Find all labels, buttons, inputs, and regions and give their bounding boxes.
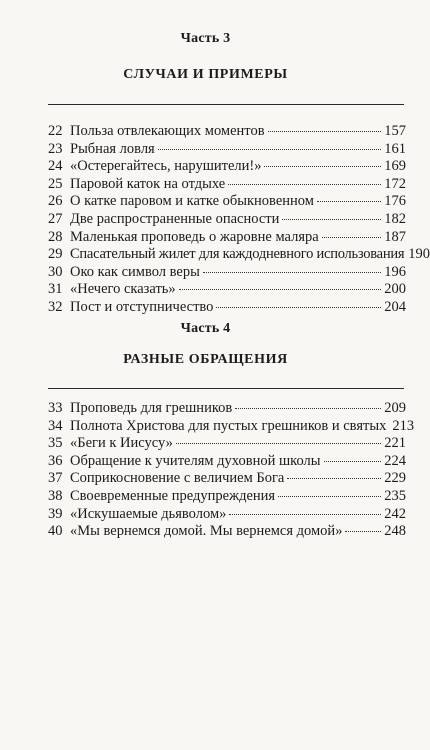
dot-leader	[176, 442, 381, 444]
entry-page: 224	[384, 452, 406, 469]
dot-leader	[235, 407, 381, 409]
dot-leader	[158, 148, 382, 150]
part-3-label: Часть 3	[180, 31, 231, 46]
entry-title: Полнота Христова для пустых грешников и святых	[70, 417, 387, 434]
dot-leader	[216, 306, 381, 308]
entry-page: 229	[384, 470, 406, 487]
entry-title: «Остерегайтесь, нарушители!»	[70, 158, 262, 175]
toc-entry	[48, 523, 406, 541]
toc-entry	[48, 229, 406, 247]
entry-number: 40	[48, 523, 63, 540]
dot-leader	[179, 288, 382, 290]
toc-entry	[48, 264, 406, 282]
entry-number: 31	[48, 281, 63, 298]
entry-number: 33	[48, 400, 63, 416]
toc-entry	[48, 299, 406, 317]
toc-entry	[48, 123, 406, 141]
entry-number: 23	[48, 140, 63, 157]
entry-number: 28	[48, 228, 63, 245]
entry-title: Две распространенные опасности	[70, 210, 280, 227]
entry-title: Пост и отступничество	[70, 298, 214, 315]
part-4-divider	[48, 388, 404, 389]
part-3-divider	[48, 104, 404, 105]
entry-page: 176	[384, 193, 406, 210]
toc-entry	[48, 193, 406, 211]
entry-page: 169	[384, 158, 406, 175]
dot-leader	[282, 218, 381, 220]
entry-title: Обращение к учителям духовной школы	[70, 452, 321, 469]
entry-number: 39	[48, 505, 63, 522]
entry-page: 190	[408, 246, 430, 263]
dot-leader	[229, 513, 381, 515]
entry-title: О катке паровом и катке обыкновенном	[70, 193, 314, 210]
toc-entry	[48, 470, 406, 488]
dot-leader	[278, 495, 381, 497]
entry-title: Спасательный жилет для каждодневного использования	[70, 246, 405, 263]
entry-number: 30	[48, 263, 63, 280]
entry-page: 196	[384, 263, 406, 280]
toc-entry	[48, 435, 406, 453]
entry-page: 242	[384, 505, 406, 522]
dot-leader	[264, 165, 381, 167]
entry-number: 32	[48, 298, 63, 315]
entry-page: 221	[384, 435, 406, 452]
entry-number: 36	[48, 452, 63, 469]
part-4-label: Часть 4	[180, 321, 231, 336]
entry-number: 38	[48, 487, 63, 504]
entry-title: «Нечего сказать»	[70, 281, 176, 298]
toc-entry	[48, 400, 406, 418]
dot-leader	[317, 200, 381, 202]
entry-title: Польза отвлекающих моментов	[70, 123, 265, 139]
entry-page: 204	[384, 298, 406, 315]
entry-page: 235	[384, 487, 406, 504]
part-3-title: СЛУЧАИ И ПРИМЕРЫ	[123, 67, 288, 82]
entry-page: 209	[384, 400, 406, 416]
entry-number: 25	[48, 175, 63, 192]
entry-page: 182	[384, 210, 406, 227]
dot-leader	[287, 477, 381, 479]
entry-title: Соприкосновение с величием Бога	[70, 470, 285, 487]
part-4-toc	[48, 400, 415, 541]
entry-number: 26	[48, 193, 63, 210]
entry-number: 35	[48, 435, 63, 452]
entry-page: 213	[392, 417, 415, 434]
toc-entry	[48, 506, 406, 524]
entry-page: 157	[384, 123, 406, 139]
entry-title: «Искушаемые дьяволом»	[70, 505, 227, 522]
entry-page: 172	[384, 175, 406, 192]
part-3-toc	[48, 123, 430, 317]
toc-entry	[48, 176, 406, 194]
entry-title: Рыбная ловля	[70, 140, 155, 157]
toc-entry	[48, 281, 406, 299]
entry-number: 22	[48, 123, 63, 139]
toc-entry	[48, 141, 406, 159]
dot-leader	[345, 530, 381, 532]
toc-entry	[48, 211, 406, 229]
dot-leader	[324, 460, 382, 462]
entry-title: «Беги к Иисусу»	[70, 435, 173, 452]
part-4-title: РАЗНЫЕ ОБРАЩЕНИЯ	[123, 352, 288, 367]
toc-entry	[48, 246, 430, 264]
entry-page: 161	[384, 140, 406, 157]
entry-title: Паровой каток на отдыхе	[70, 175, 226, 192]
entry-title: Своевременные предупреждения	[70, 487, 276, 504]
entry-title: «Мы вернемся домой. Мы вернемся домой»	[70, 523, 343, 540]
toc-entry	[48, 417, 415, 436]
dot-leader	[322, 236, 382, 238]
toc-entry	[48, 488, 406, 506]
entry-page: 248	[384, 523, 406, 540]
entry-page: 187	[384, 228, 406, 245]
toc-entry	[48, 453, 406, 471]
toc-entry	[48, 158, 406, 176]
entry-title: Проповедь для грешников	[70, 400, 233, 416]
entry-number: 37	[48, 470, 63, 487]
dot-leader	[228, 183, 381, 185]
entry-number: 34	[48, 417, 63, 434]
dot-leader	[268, 130, 382, 132]
entry-title: Око как символ веры	[70, 263, 200, 280]
dot-leader	[203, 271, 381, 273]
entry-page: 200	[384, 281, 406, 298]
entry-number: 29	[48, 246, 63, 263]
entry-number: 24	[48, 158, 63, 175]
entry-title: Маленькая проповедь о жаровне маляра	[70, 228, 319, 245]
entry-number: 27	[48, 210, 63, 227]
